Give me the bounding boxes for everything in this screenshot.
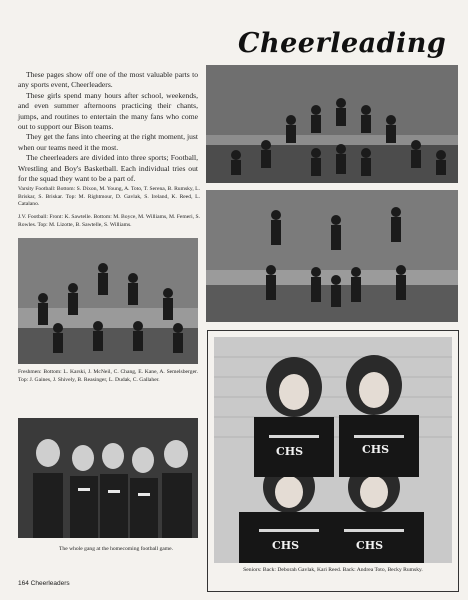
jv-photo [206,190,458,322]
intro-paragraph: They get the fans into cheering at the right moment, just when our teams need it the most. [18,132,198,152]
intro-paragraph: The cheerleaders are divided into three sports; Football, Wrestling and Boy's Basketball. Each individual tries out for the squad they want to be a part of. [18,153,198,184]
uniform-letters: CHS [276,445,304,458]
homecoming-photo [18,418,198,538]
seniors-frame [207,330,459,592]
intro-paragraph: These pages show off one of the most valuable parts to any sports event, Cheerleaders. [18,70,198,90]
seniors-photo [214,337,452,563]
varsity-photo [206,65,458,183]
seniors-caption: Seniors: Back: Deborah Gavlak, Kari Reed. Back: Andrea Toto, Becky Rumsky. [243,567,423,573]
varsity-caption: Varsity Football: Bottom: S. Dixon, M. Young, A. Toto, T. Serena, B. Rumsky, L. Briskar, S. Briskar. Top: M. Rightmour, D. Gavlak, S. Ireland, K. Reed, L. Catalano. [18,186,200,208]
intro-text [18,70,198,184]
page-title: Cheerleading [238,28,447,59]
page-footer: 164 Cheerleaders [18,580,70,587]
uniform-letters: CHS [272,539,300,552]
jv-caption: J.V. Football: Front: K. Sawtelle. Bottom: M. Boyce, M. Williams, M. Femeri, S. Rowles. Top: M. Lizotte, B. Sawtelle, S. Williams. [18,214,200,228]
freshmen-photo [18,238,198,364]
intro-paragraph: These girls spend many hours after school, weekends, and even summer afternoons practicing their chants, jumps, and routines to entertain the many fans who come out to support our Bison teams. [18,90,198,132]
uniform-letters: CHS [362,443,390,456]
homecoming-caption: The whole gang at the homecoming football game. [58,546,174,552]
uniform-letters: CHS [356,539,384,552]
freshmen-caption: Freshmen: Bottom: L. Karski, J. McNeil, C. Chang, E. Kane, A. Semelsberger. Top: J. Gaines, J. Shively, B. Reasinger, L. Dudak, C. Gallaher. [18,369,198,383]
